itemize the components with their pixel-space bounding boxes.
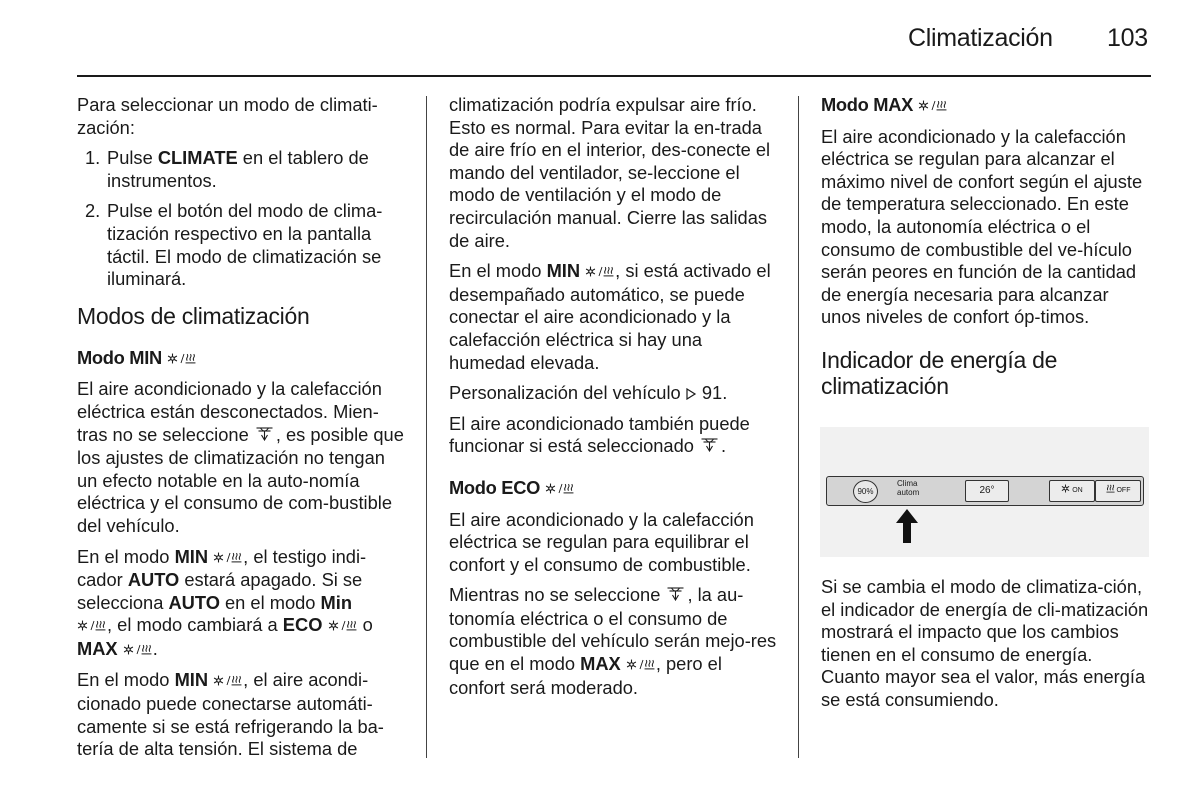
text: En el modo — [77, 545, 175, 567]
paragraph: El aire acondicionado y la calefacción eléctrica se regulan para alcanzar el máximo nivel de confort según el ajuste de temperatura seleccionado. En este modo, la autonomía eléctrica o el consumo de combustible del ve-hículo serán peores en función de la cantidad de energía necesaria para alcanzar unos niveles de confort óp-timos. — [821, 125, 1143, 328]
paragraph — [77, 378, 409, 537]
snow-heat-icon — [77, 615, 107, 638]
column-2 — [449, 94, 781, 707]
snow-heat-icon — [585, 261, 615, 284]
on-label: ON — [1072, 487, 1083, 494]
subheading-text: Modo MAX — [821, 94, 914, 115]
pointer-arrow-icon — [896, 509, 918, 548]
paragraph: Si se cambia el modo de climatiza-ción, el indicador de energía de cli-matización mostrará el impacto que los cambios tienen en el consumo de energía. Cuanto mayor sea el valor, más energía se está consumiendo. — [821, 576, 1149, 710]
clima-autom-label — [897, 479, 919, 497]
paragraph — [449, 584, 781, 699]
section-heading: Modos de climatización — [77, 302, 310, 329]
subheading-eco — [449, 477, 781, 501]
column-divider-1 — [426, 96, 427, 758]
paragraph — [449, 413, 781, 459]
page-number: 103 — [1107, 24, 1148, 52]
paragraph: El aire acondicionado y la calefacción eléctrica se regulan para equilibrar el confort y el consumo de combustible. — [449, 508, 754, 575]
eco-keyword: ECO — [282, 614, 323, 636]
min-keyword: MIN — [546, 260, 581, 282]
subheading-max — [821, 94, 1153, 118]
text: En el modo — [77, 669, 175, 691]
snow-heat-icon — [213, 547, 243, 570]
list-item — [77, 200, 409, 290]
snow-heat-icon — [328, 615, 358, 638]
text: Personalización del vehículo — [449, 382, 686, 404]
snow-heat-icon — [167, 348, 197, 371]
text: El aire acondicionado también puede funcionar si está seleccionado — [449, 412, 750, 457]
auto-keyword: AUTO — [168, 591, 220, 613]
temperature-display: 26° — [965, 480, 1009, 502]
min-keyword: Min — [320, 591, 353, 613]
text: o — [357, 614, 373, 636]
paragraph: climatización podría expulsar aire frío. Esto es normal. Para evitar la en-trada de aire frío en el interior, des-conecte el mando del ventilador, se-leccione el modo de ventilación y el modo de recirculación manual. Cierre las salidas de aire. — [449, 94, 771, 251]
page-reference-icon — [686, 383, 697, 395]
min-keyword: MIN — [174, 669, 209, 691]
text: . — [722, 382, 728, 404]
clima-text: Clima — [897, 479, 918, 488]
snow-heat-icon — [918, 95, 948, 118]
text: , pero el confort será moderado. — [449, 653, 722, 698]
text: El aire acondicionado y la calefacción eléctrica están desconectados. Mien-tras no se seleccione — [77, 378, 382, 445]
list-item — [77, 147, 409, 192]
text: . — [721, 435, 727, 457]
step-text: en el tablero de instrumentos. — [107, 147, 369, 191]
fan-off-icon — [254, 425, 276, 448]
heat-icon — [1106, 482, 1115, 502]
column-1 — [77, 94, 409, 769]
text: En el modo — [449, 260, 547, 282]
text: , es posible que los ajustes de climatización no tengan un efecto notable en la auto-nomía eléctrica y el consumo de com-bustible del vehículo. — [77, 423, 404, 536]
min-keyword: MIN — [174, 545, 209, 567]
climate-panel — [826, 476, 1144, 506]
snow-icon — [1061, 482, 1070, 502]
snow-heat-icon — [626, 654, 656, 677]
subheading-text: Modo ECO — [449, 476, 541, 498]
step-text: Pulse el botón del modo de clima-tización respectivo en la pantalla táctil. El modo de climatización se iluminará. — [107, 200, 383, 290]
ac-on-switch — [1049, 480, 1095, 502]
heat-off-switch — [1095, 480, 1141, 502]
column-3 — [821, 94, 1153, 417]
list-number: 2. — [85, 200, 101, 222]
text: , el aire acondi-cionado puede conectarse automáti-camente si se está refrigerando la ba-tería de alta tensión. El sistema de — [77, 669, 384, 760]
page-header-title: Climatización — [908, 24, 1053, 52]
energy-percent-indicator: 90% — [853, 480, 878, 503]
energy-indicator-figure — [820, 427, 1149, 557]
paragraph — [77, 546, 409, 662]
max-keyword: MAX — [580, 653, 621, 675]
column-3-bottom — [821, 576, 1153, 720]
step-text: Pulse — [107, 147, 158, 169]
text: . — [152, 637, 158, 659]
snow-heat-icon — [545, 478, 575, 501]
header-rule — [77, 75, 1151, 77]
snow-heat-icon — [123, 639, 153, 662]
max-keyword: MAX — [77, 637, 118, 659]
snow-heat-icon — [213, 670, 243, 693]
text: , la au-tonomía eléctrica o el consumo de combustible del vehículo serán mejo-res que en el modo — [449, 584, 777, 675]
page-reference-link[interactable]: 91 — [701, 382, 723, 404]
text: Mientras no se seleccione — [449, 584, 666, 606]
paragraph — [77, 669, 409, 760]
climate-keyword: CLIMATE — [157, 147, 238, 169]
text: , si está activado el desempañado automático, se puede conectar el aire acondicionado y la calefacción eléctrica si hay una humedad elevada. — [449, 260, 771, 373]
auto-keyword: AUTO — [127, 569, 180, 591]
column-divider-2 — [798, 96, 799, 758]
subheading-text: Modo MIN — [77, 346, 162, 368]
paragraph — [449, 382, 781, 405]
text: , el testigo indi-cador — [77, 545, 367, 591]
text: estará apagado. Si se selecciona — [77, 569, 363, 613]
subheading-min — [77, 347, 409, 371]
fan-off-icon — [699, 436, 721, 459]
list-number: 1. — [85, 147, 101, 169]
autom-text: autom — [897, 488, 920, 497]
text: en el modo — [219, 591, 321, 613]
fan-off-icon — [665, 585, 687, 608]
intro-paragraph: Para seleccionar un modo de climati-zación: — [77, 94, 378, 138]
paragraph — [449, 260, 781, 374]
off-label: OFF — [1116, 487, 1131, 494]
section-heading: Indicador de energía de climatización — [821, 346, 1058, 399]
text: , el modo cambiará a — [107, 614, 283, 636]
